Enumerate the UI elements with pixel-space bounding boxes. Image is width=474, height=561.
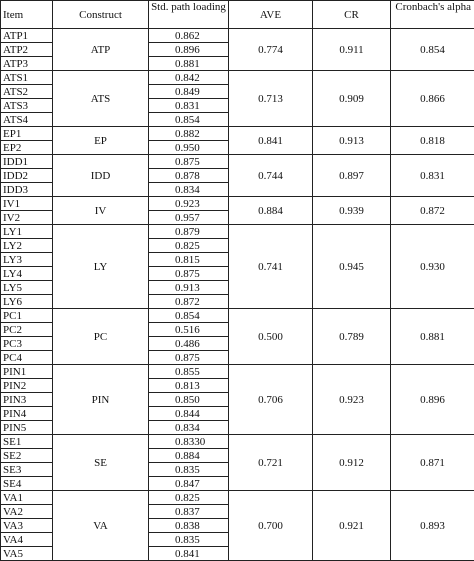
item-cell: ATS4: [1, 113, 53, 127]
ave-cell: 0.721: [229, 435, 313, 491]
cr-cell: 0.897: [313, 155, 391, 197]
ave-cell: 0.774: [229, 29, 313, 71]
header-cronbach-alpha: Cronbach's alpha: [391, 1, 474, 29]
item-cell: PIN1: [1, 365, 53, 379]
header-ave: AVE: [229, 1, 313, 29]
item-cell: LY6: [1, 295, 53, 309]
cronbach-alpha-cell: 0.871: [391, 435, 474, 491]
cronbach-alpha-cell: 0.831: [391, 155, 474, 197]
header-item: Item: [1, 1, 53, 29]
cr-cell: 0.912: [313, 435, 391, 491]
item-cell: SE3: [1, 463, 53, 477]
ave-cell: 0.841: [229, 127, 313, 155]
item-cell: VA3: [1, 519, 53, 533]
item-cell: LY3: [1, 253, 53, 267]
header-std-path-loading: Std. path loading: [149, 1, 229, 29]
item-cell: PIN5: [1, 421, 53, 435]
table-row: [1, 29, 474, 43]
loading-cell: 0.957: [149, 211, 229, 225]
construct-cell: VA: [53, 491, 149, 561]
ave-cell: 0.713: [229, 71, 313, 127]
cr-cell: 0.923: [313, 365, 391, 435]
ave-cell: 0.744: [229, 155, 313, 197]
item-cell: VA5: [1, 547, 53, 561]
loading-cell: 0.825: [149, 239, 229, 253]
item-cell: LY4: [1, 267, 53, 281]
item-cell: PC1: [1, 309, 53, 323]
item-cell: PC4: [1, 351, 53, 365]
cronbach-alpha-cell: 0.881: [391, 309, 474, 365]
item-cell: LY5: [1, 281, 53, 295]
construct-cell: EP: [53, 127, 149, 155]
construct-cell: PC: [53, 309, 149, 365]
loading-cell: 0.813: [149, 379, 229, 393]
cronbach-alpha-cell: 0.866: [391, 71, 474, 127]
loading-cell: 0.834: [149, 183, 229, 197]
item-cell: PC3: [1, 337, 53, 351]
construct-cell: PIN: [53, 365, 149, 435]
loading-cell: 0.875: [149, 351, 229, 365]
item-cell: VA4: [1, 533, 53, 547]
loading-cell: 0.896: [149, 43, 229, 57]
item-cell: LY1: [1, 225, 53, 239]
loading-cell: 0.882: [149, 127, 229, 141]
loading-cell: 0.913: [149, 281, 229, 295]
loading-cell: 0.486: [149, 337, 229, 351]
item-cell: ATS3: [1, 99, 53, 113]
loading-cell: 0.854: [149, 309, 229, 323]
construct-cell: IDD: [53, 155, 149, 197]
table-row: [1, 435, 474, 449]
header-row: [1, 1, 474, 29]
ave-cell: 0.706: [229, 365, 313, 435]
loading-cell: 0.844: [149, 407, 229, 421]
ave-cell: 0.884: [229, 197, 313, 225]
cr-cell: 0.939: [313, 197, 391, 225]
construct-cell: IV: [53, 197, 149, 225]
cronbach-alpha-cell: 0.854: [391, 29, 474, 71]
construct-cell: ATS: [53, 71, 149, 127]
loading-cell: 0.835: [149, 463, 229, 477]
construct-cell: ATP: [53, 29, 149, 71]
header-cr: CR: [313, 1, 391, 29]
item-cell: ATS2: [1, 85, 53, 99]
cronbach-alpha-cell: 0.893: [391, 491, 474, 561]
loading-cell: 0.825: [149, 491, 229, 505]
item-cell: ATP2: [1, 43, 53, 57]
item-cell: ATP1: [1, 29, 53, 43]
loading-cell: 0.815: [149, 253, 229, 267]
loading-cell: 0.875: [149, 155, 229, 169]
loading-cell: 0.872: [149, 295, 229, 309]
item-cell: IDD1: [1, 155, 53, 169]
ave-cell: 0.741: [229, 225, 313, 309]
item-cell: ATP3: [1, 57, 53, 71]
item-cell: SE4: [1, 477, 53, 491]
table-row: [1, 365, 474, 379]
loading-cell: 0.837: [149, 505, 229, 519]
item-cell: IDD3: [1, 183, 53, 197]
item-cell: IDD2: [1, 169, 53, 183]
table-row: [1, 225, 474, 239]
loading-cell: 0.835: [149, 533, 229, 547]
loading-cell: 0.842: [149, 71, 229, 85]
loading-cell: 0.878: [149, 169, 229, 183]
ave-cell: 0.700: [229, 491, 313, 561]
loading-cell: 0.838: [149, 519, 229, 533]
loading-cell: 0.879: [149, 225, 229, 239]
construct-cell: LY: [53, 225, 149, 309]
loading-cell: 0.516: [149, 323, 229, 337]
item-cell: SE1: [1, 435, 53, 449]
item-cell: EP2: [1, 141, 53, 155]
item-cell: PIN2: [1, 379, 53, 393]
item-cell: LY2: [1, 239, 53, 253]
loading-cell: 0.841: [149, 547, 229, 561]
cr-cell: 0.911: [313, 29, 391, 71]
cr-cell: 0.909: [313, 71, 391, 127]
cr-cell: 0.913: [313, 127, 391, 155]
loading-cell: 0.881: [149, 57, 229, 71]
loading-cell: 0.850: [149, 393, 229, 407]
item-cell: IV1: [1, 197, 53, 211]
loading-cell: 0.884: [149, 449, 229, 463]
cr-cell: 0.921: [313, 491, 391, 561]
loading-cell: 0.950: [149, 141, 229, 155]
cronbach-alpha-cell: 0.930: [391, 225, 474, 309]
cronbach-alpha-cell: 0.896: [391, 365, 474, 435]
item-cell: VA2: [1, 505, 53, 519]
cronbach-alpha-cell: 0.872: [391, 197, 474, 225]
table-row: [1, 71, 474, 85]
item-cell: VA1: [1, 491, 53, 505]
item-cell: ATS1: [1, 71, 53, 85]
construct-cell: SE: [53, 435, 149, 491]
cronbach-alpha-cell: 0.818: [391, 127, 474, 155]
table-header: [1, 1, 474, 29]
loading-cell: 0.923: [149, 197, 229, 211]
table-row: [1, 491, 474, 505]
loading-cell: 0.834: [149, 421, 229, 435]
table-row: [1, 197, 474, 211]
table-row: [1, 127, 474, 141]
loading-cell: 0.862: [149, 29, 229, 43]
loading-cell: 0.831: [149, 99, 229, 113]
header-construct: Construct: [53, 1, 149, 29]
cr-cell: 0.789: [313, 309, 391, 365]
table-row: [1, 309, 474, 323]
table-body: [1, 29, 474, 561]
loading-cell: 0.8330: [149, 435, 229, 449]
ave-cell: 0.500: [229, 309, 313, 365]
cr-cell: 0.945: [313, 225, 391, 309]
loading-cell: 0.855: [149, 365, 229, 379]
item-cell: PIN4: [1, 407, 53, 421]
loading-cell: 0.875: [149, 267, 229, 281]
item-cell: SE2: [1, 449, 53, 463]
item-cell: EP1: [1, 127, 53, 141]
loading-cell: 0.854: [149, 113, 229, 127]
table-row: [1, 155, 474, 169]
loading-cell: 0.849: [149, 85, 229, 99]
item-cell: IV2: [1, 211, 53, 225]
item-cell: PC2: [1, 323, 53, 337]
loading-cell: 0.847: [149, 477, 229, 491]
item-cell: PIN3: [1, 393, 53, 407]
